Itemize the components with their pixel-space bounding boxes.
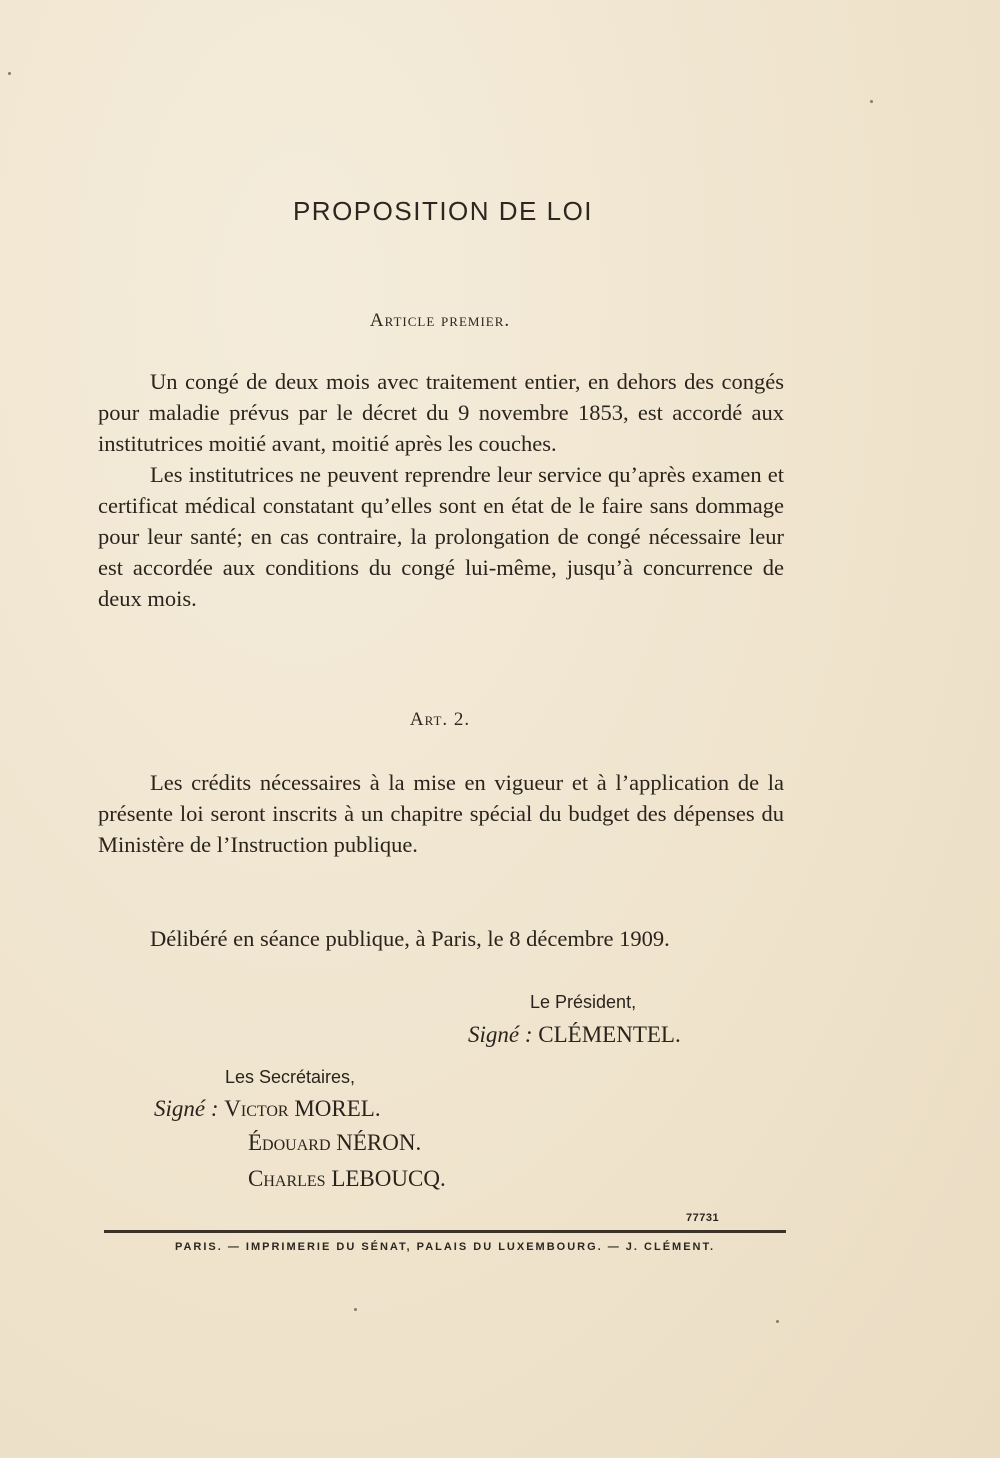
secretary-1 [154,1096,381,1122]
page-title: PROPOSITION DE LOI [292,196,594,226]
secretary-2-first-name: Édouard [248,1130,331,1155]
article-1-paragraph-2: Les institutrices ne peuvent reprendre leur service qu’après examen et certificat médical constatant qu’elles sont en état de le faire sans dommage pour leur santé; en cas contraire, la prolongation de congé nécessaire leur est accordée aux conditions du congé lui-même, jusqu’à concurrence de deux mois. [98,462,784,611]
article-2-body [98,767,784,860]
president-label: Le Président, [530,992,637,1012]
footer-rule [104,1230,786,1233]
article-2-heading: Art. 2. [409,709,471,730]
secretary-3-first-name: Charles [248,1166,326,1191]
president-signature [468,1022,681,1048]
secretary-1-last-name: MOREL. [294,1096,381,1121]
secretary-1-first-name: Victor [224,1096,289,1121]
secretaries-signe-label: Signé : [154,1096,219,1121]
president-name: CLÉMENTEL. [538,1022,681,1047]
secretary-3 [248,1166,446,1192]
secretary-3-last-name: LEBOUCQ. [331,1166,446,1191]
paper-speck [8,72,11,75]
paper-speck [776,1320,779,1323]
imprint-number: 77731 [686,1212,720,1224]
secretary-2 [248,1130,421,1156]
secretary-2-last-name: NÉRON. [336,1130,422,1155]
imprint-line: PARIS. — IMPRIMERIE DU SÉNAT, PALAIS DU LUXEMBOURG. — J. CLÉMENT. [174,1241,716,1253]
article-2-paragraph-1: Les crédits nécessaires à la mise en vigueur et à l’application de la présente loi seront inscrits à un chapitre spécial du budget des dépenses du Ministère de l’Instruction publique. [98,770,784,857]
paper-speck [354,1308,357,1311]
article-1-paragraph-1: Un congé de deux mois avec traitement entier, en dehors des congés pour maladie prévus par le décret du 9 novembre 1853, est accordé aux institutrices moitié avant, moitié après les couches. [98,369,784,456]
president-signe-label: Signé : [468,1022,533,1047]
deliberation-text: Délibéré en séance publique, à Paris, le 8 décembre 1909. [150,926,670,951]
deliberation-block [98,923,784,954]
article-1-body [98,366,784,614]
paper-speck [870,100,873,103]
secretaries-label: Les Secrétaires, [225,1067,356,1087]
article-1-heading: Article premier. [369,310,511,331]
